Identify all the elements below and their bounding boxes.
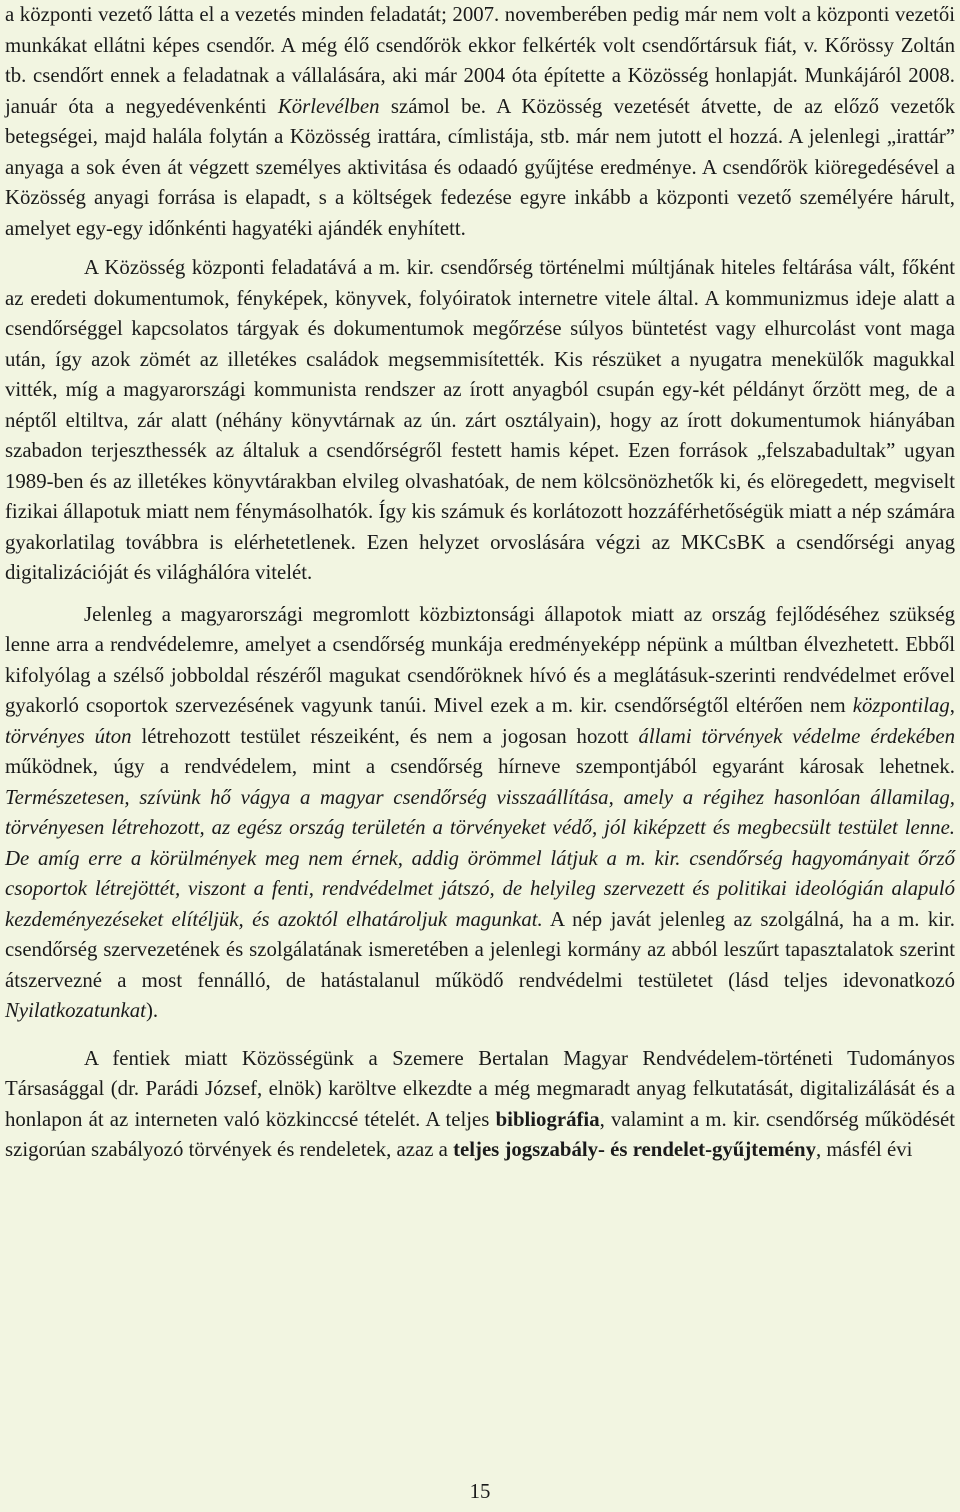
text-run: A nép javát jelenleg az szolgálná, ha a m. kir. csendőrség szervezetének és szolgálatának ismeretében a jelenlegi kormány az abból leszűrt tapasztalatok szerint átszervezné a most fennálló, de hatástalanul működő rendvédelmi testületet (lásd teljes idevonatkozó bbox=[5, 907, 955, 992]
text-run: A fentiek miatt Közösségünk a Szemere Bertalan Magyar Rendvédelem-történeti Tudományos Társasággal (dr. Parádi József, elnök) karöltve elkezdte a még megmaradt anyag felkutatását, digitalizálását és a honlapon át az interneten való közkinccsé tételét. A teljes bbox=[5, 1046, 955, 1131]
text-run: működnek, úgy a rendvédelem, mint a csendőrség hírneve szempontjából egyaránt károsak lehetnek. bbox=[5, 755, 955, 778]
paragraph-central-task: A Közösség központi feladatává a m. kir. csendőrség történelmi múltjának hiteles feltárása vált, főként az eredeti dokumentumok, fényképek, könyvek, folyóiratok internetre vitele által. A kommunizmus ideje alatt a csendőrséggel kapcsolatos tárgyak és dokumentumok megőrzése súlyos büntetést vagy elhurcolást vont maga után, így azok zömét az illetékes családok megsemmisítették. Kis részüket a nyugatra menekülők magukkal vitték, míg a magyarországi kommunista rendszer az írott anyagból csupán egy-két példányt őrzött meg, de a néptől eltiltva, zár alatt (néhány könyvtárnak az ún. zárt osztályain), hogy az írott dokumentumok hiányában szabadon terjeszthessék az általuk a csendőrségről festett hamis képet. Ezen források „felszabadultak” ugyan 1989-ben és az illetékes könyvtárakban elvileg olvashatóak, de nem kölcsönözhetők ki, és elöregedett, megviselt fizikai állapotuk miatt nem fénymásolhatók. Így kis számuk és korlátozott hozzáférhetőségük miatt a nép számára gyakorlatilag továbbra is elérhetetlenek. Ezen helyzet orvoslására végzi az MKCsBK a csendőrségi anyag digitalizációját és világhálóra vitelét. bbox=[5, 256, 955, 584]
text-run: számol be. A Közösség vezetését átvette, de az előző vezetők betegségei, majd halála folytán a Közösség irattára, címlistája, stb. már nem jutott el hozzá. A jelenlegi „irattár” anyaga a sok éven át végzett személyes aktivitása és odaadó gyűjtése eredménye. A csendőrök kiöregedésével a Közösség anyagi forrása is elapadt, s a költségek fedezése egyre inkább a központi vezető személyére hárult, amelyet egy-egy időnkénti hagyatéki ajándék enyhített. bbox=[5, 94, 955, 240]
text-run: a központi vezető látta el a vezetés minden feladatát; 2007. novemberében pedig már nem volt a központi vezetői munkákat ellátni képes csendőr. A még élő csendőrök ekkor felkérték volt csendőrtársuk fiát, v. Kőrössy Zoltán tb. csendőrt ennek a feladatnak a vállalására, aki már 2004 óta építette a Közösség honlapját. Munkájáról 2008. január óta a negyedévenkénti bbox=[5, 3, 955, 118]
italic-run: Természetesen, szívünk hő vágya a magyar csendőrség visszaállítása, amely a régihez hasonlóan államilag, törvényesen létrehozott, az egész ország területén a törvényeket védő, jól kiképzett és megbecsült testület lenne. De amíg erre a körülmények meg nem érnek, addig örömmel látjuk a m. kir. csendőrség hagyományait őrző csoportok létrejöttét, viszont a fenti, rendvédelmet játszó, de helyileg szervezett és politikai ideológián alapuló kezdeményezéseket elítéljük, és azoktól elhatároljuk magunkat. bbox=[5, 785, 955, 931]
text-run: ). bbox=[145, 999, 159, 1022]
document-page bbox=[5, 0, 955, 1166]
italic-run: állami törvények védelme érdekében bbox=[638, 724, 955, 748]
text-run: , valamint a m. kir. csendőrség működését szigorúan szabályozó törvények és rendeletek, azaz a bbox=[5, 1107, 955, 1161]
paragraph-history bbox=[5, 0, 955, 244]
italic-run: központilag bbox=[852, 694, 950, 717]
paragraph-cooperation bbox=[5, 1044, 955, 1166]
bold-run-bibliography: bibliográfia bbox=[495, 1107, 600, 1131]
page-number: 15 bbox=[469, 1480, 491, 1503]
italic-run: Körlevélben bbox=[277, 94, 380, 118]
paragraph-public-safety bbox=[5, 600, 955, 1027]
italic-run: törvényes úton bbox=[5, 724, 132, 748]
text-run: , bbox=[949, 694, 955, 717]
text-run: létrehozott testület részeiként, és nem a jogosan hozott bbox=[131, 724, 639, 748]
italic-run: Nyilatkozatunkat bbox=[5, 999, 146, 1022]
bold-run-legal-collection: teljes jogszabály- és rendelet-gyűjtemény bbox=[453, 1138, 816, 1161]
text-run: , másfél évi bbox=[815, 1138, 913, 1161]
text-run: Jelenleg a magyarországi megromlott közbiztonsági állapotok miatt az ország fejlődéséhez szükség lenne arra a rendvédelemre, amelyet a csendőrség munkája eredményeképp népünk a múltban élvezhetett. Ebből kifolyólag a szélső jobboldal részéről magukat csendőröknek hívó és a meglátásuk-szerinti rendvédelmet erővel gyakorló csoportok szervezésének vagyunk tanúi. Mivel ezek a m. kir. csendőrségtől eltérően nem bbox=[5, 602, 955, 717]
